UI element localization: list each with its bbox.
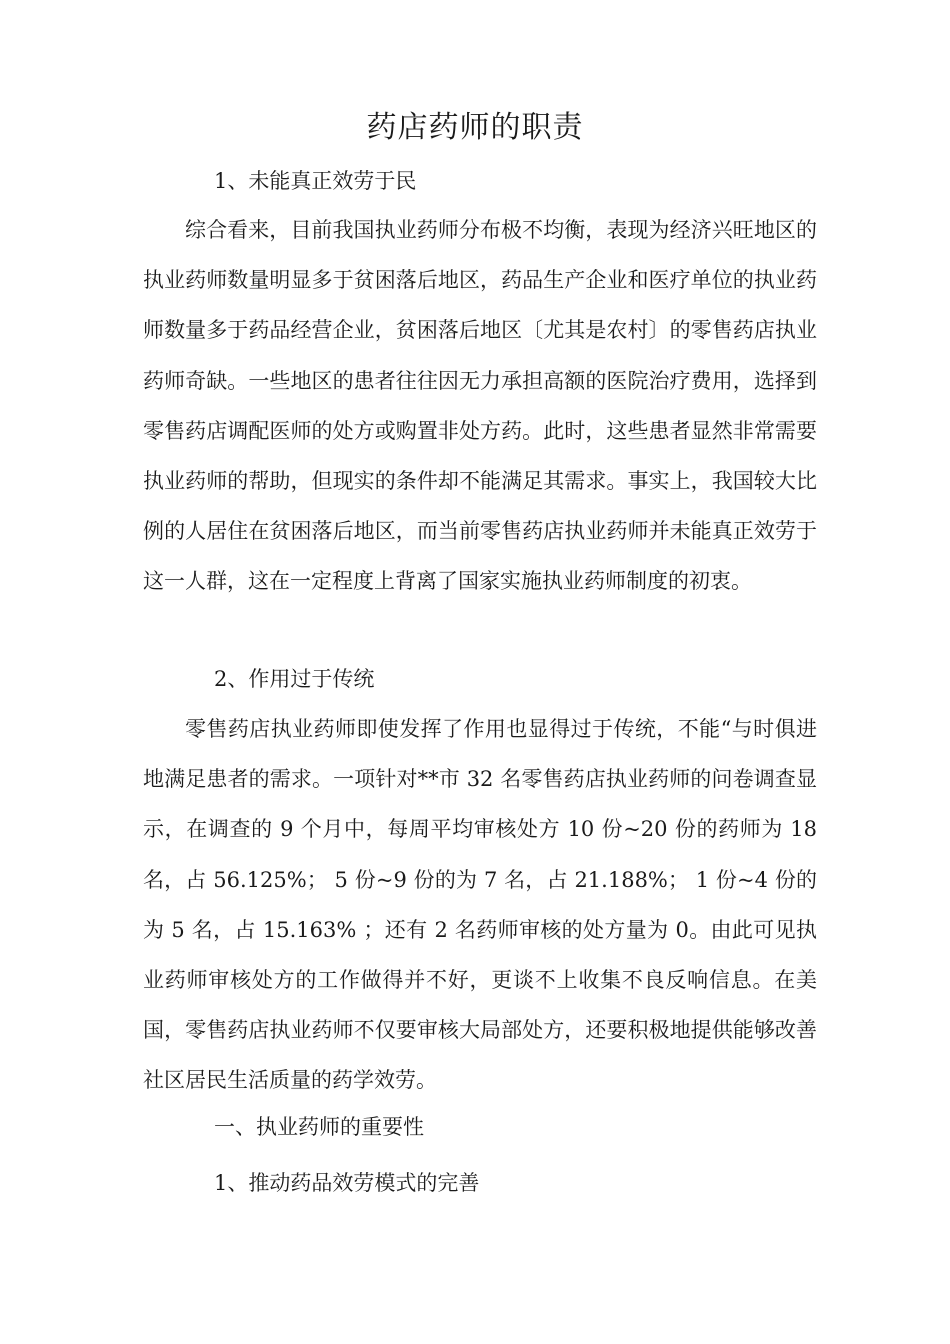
section-paragraph-1: 综合看来，目前我国执业药师分布极不均衡，表现为经济兴旺地区的执业药师数量明显多于贫困落后地区，药品生产企业和医疗单位的执业药师数量多于药品经营企业，贫困落后地区〔尤其是农村〕的零售药店执业药师奇缺。一些地区的患者往往因无力承担高额的医院治疗费用，选择到零售药店调配医师的处方或购置非处方药。此时，这些患者显然非常需要执业药师的帮助，但现实的条件却不能满足其需求。事实上，我国较大比例的人居住在贫困落后地区，而当前零售药店执业药师并未能真正效劳于这一人群，这在一定程度上背离了国家实施执业药师制度的初衷。 [143,218,817,594]
section-heading-2: 2、作用过于传统 [214,667,375,691]
section-heading-4: 1、推动药品效劳模式的完善 [214,1171,480,1195]
document-title: 药店药师的职责 [366,110,584,145]
section-heading-3: 一、执业药师的重要性 [214,1115,424,1139]
section-heading-1: 1、未能真正效劳于民 [214,169,417,193]
section-paragraph-2: 零售药店执业药师即使发挥了作用也显得过于传统，不能“与时俱进 地满足患者的需求。一项针对**市 32 名零售药店执业药师的问卷调查显示，在调查的 9 个月中，每周平均审核处方 10 份~20 份的药师为 18 名，占 56.125%； 5 份~9 份的为 7 名，占 21.188%； 1 份~4 份的为 5 名，占 15.163% ；还有 2 名药师审核的处方量为 0。由此可见执业药师审核处方的工作做得并不好，更谈不上收集不良反响信息。在美国，零售药店执业药师不仅要审核大局部处方，还要积极地提供能够改善社区居民生活质量的药学效劳。 [143,717,817,1093]
